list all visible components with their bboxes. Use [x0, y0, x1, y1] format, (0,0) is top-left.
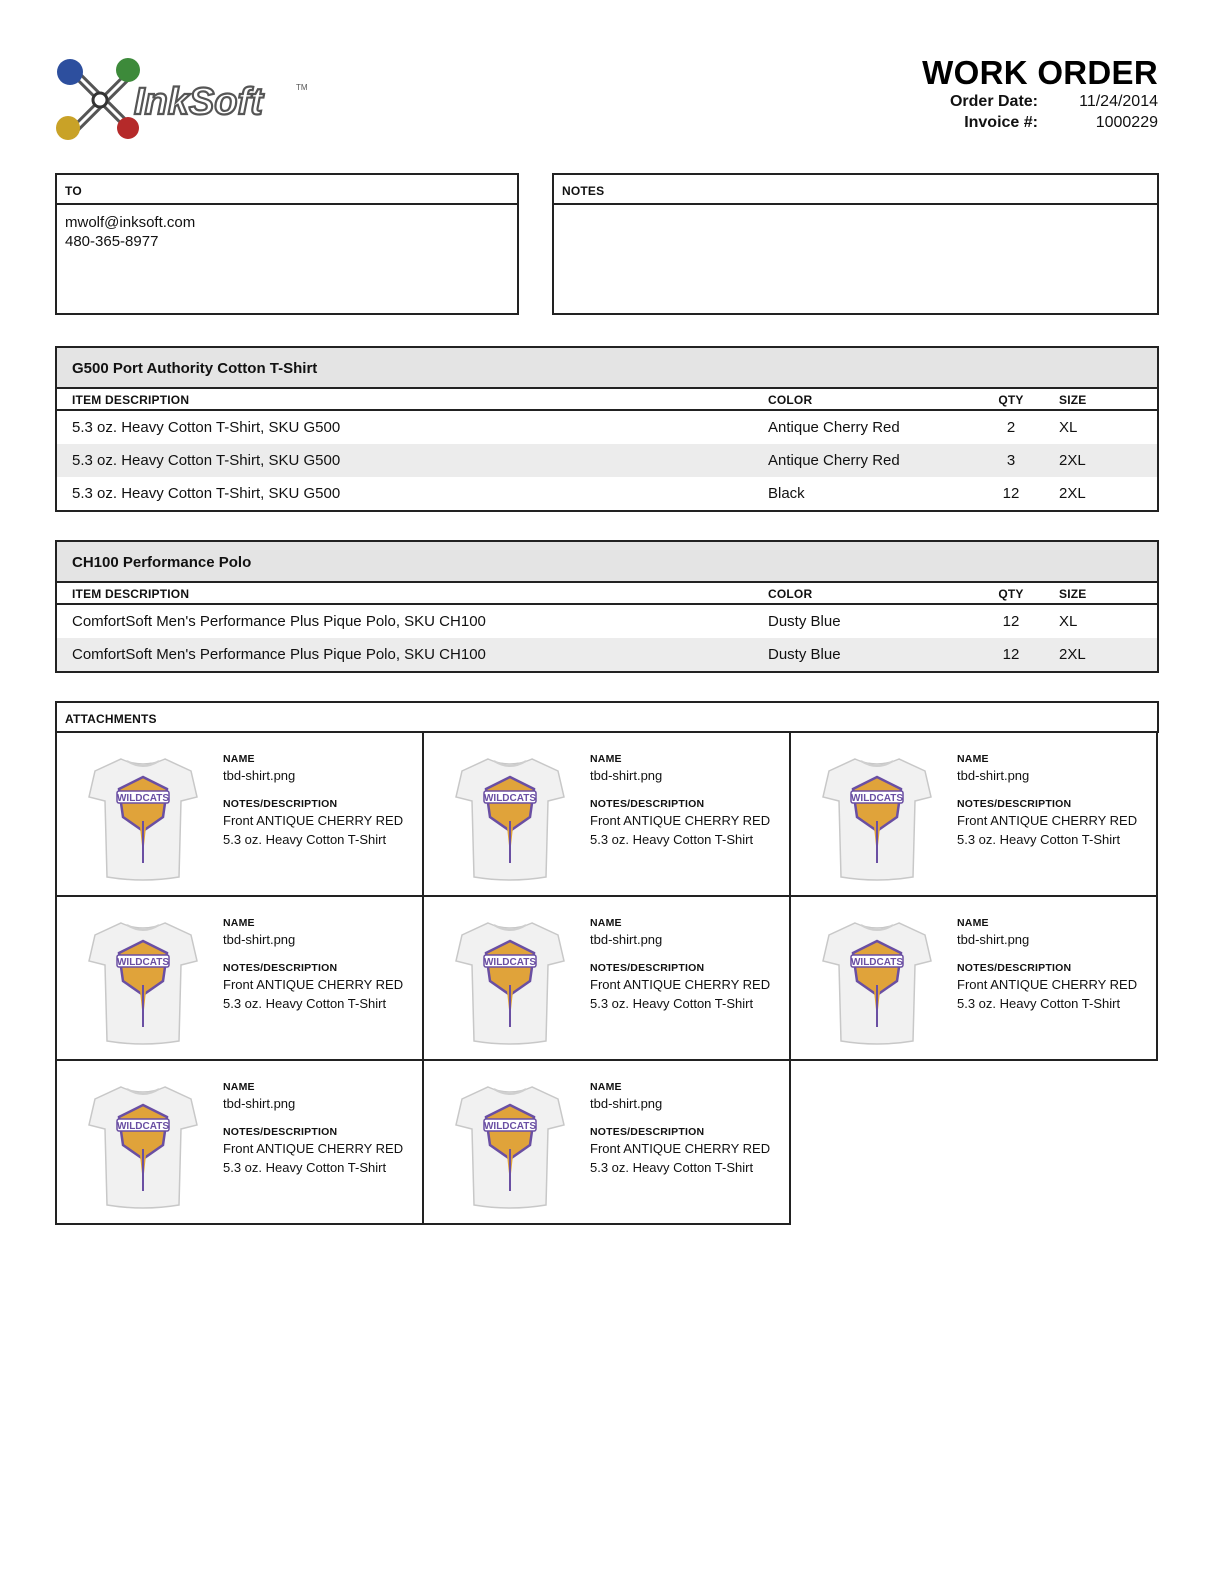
attachment-notes-label: NOTES/DESCRIPTION — [223, 798, 338, 810]
order-date-value: 11/24/2014 — [1079, 93, 1158, 110]
attachment-note-line: 5.3 oz. Heavy Cotton T-Shirt — [223, 1160, 387, 1175]
attachment-name-label: NAME — [957, 753, 989, 765]
tshirt-thumbnail[interactable] — [454, 915, 566, 1047]
order-date-label: Order Date: — [949, 93, 1038, 110]
attachment-filename: tbd-shirt.png — [957, 768, 1030, 783]
document-title: WORK ORDER — [922, 54, 1158, 91]
svg-text:WILDCATS: WILDCATS — [483, 793, 537, 804]
to-box — [55, 173, 519, 315]
attachment-note-line: Front ANTIQUE CHERRY RED — [957, 813, 1138, 828]
col-size: SIZE — [1059, 587, 1087, 601]
tshirt-thumbnail[interactable] — [87, 1079, 199, 1211]
row-description: ComfortSoft Men's Performance Plus Pique Polo, SKU CH100 — [72, 646, 486, 663]
notes-box — [552, 173, 1159, 315]
attachment-name-label: NAME — [223, 1081, 255, 1093]
attachment-card[interactable] — [55, 1059, 424, 1225]
row-description: ComfortSoft Men's Performance Plus Pique Polo, SKU CH100 — [72, 613, 486, 630]
product-table-ch100 — [55, 540, 1159, 673]
svg-text:WILDCATS: WILDCATS — [850, 793, 904, 804]
logo-wordmark: InkSoft — [134, 81, 263, 123]
attachments-section — [55, 701, 1159, 1226]
attachment-card[interactable] — [55, 895, 424, 1061]
row-qty: 12 — [1002, 646, 1020, 663]
inksoft-logo — [52, 52, 314, 148]
attachment-filename: tbd-shirt.png — [590, 1096, 663, 1111]
attachment-filename: tbd-shirt.png — [590, 932, 663, 947]
attachment-note-line: 5.3 oz. Heavy Cotton T-Shirt — [590, 832, 754, 847]
attachment-card[interactable] — [55, 731, 424, 897]
col-qty: QTY — [998, 393, 1024, 407]
row-size: XL — [1059, 419, 1078, 436]
table-header — [57, 583, 1157, 605]
invoice-label: Invoice #: — [964, 114, 1038, 131]
notes-label: NOTES — [554, 175, 1157, 205]
tshirt-thumbnail[interactable] — [454, 1079, 566, 1211]
row-description: 5.3 oz. Heavy Cotton T-Shirt, SKU G500 — [72, 419, 341, 436]
row-qty: 12 — [1002, 485, 1020, 502]
table-row — [57, 638, 1157, 671]
col-color: COLOR — [768, 393, 813, 407]
attachment-notes-label: NOTES/DESCRIPTION — [590, 962, 705, 974]
attachment-filename: tbd-shirt.png — [957, 932, 1030, 947]
tshirt-thumbnail[interactable] — [821, 751, 933, 883]
attachment-name-label: NAME — [957, 917, 989, 929]
row-color: Black — [768, 485, 805, 502]
table-header — [57, 389, 1157, 411]
table-row — [57, 411, 1157, 444]
attachment-name-label: NAME — [223, 753, 255, 765]
attachment-filename: tbd-shirt.png — [223, 1096, 296, 1111]
to-email: mwolf@inksoft.com — [65, 214, 196, 231]
attachment-note-line: 5.3 oz. Heavy Cotton T-Shirt — [223, 996, 387, 1011]
row-description: 5.3 oz. Heavy Cotton T-Shirt, SKU G500 — [72, 485, 341, 502]
svg-text:WILDCATS: WILDCATS — [116, 957, 170, 968]
col-size: SIZE — [1059, 393, 1087, 407]
tshirt-thumbnail[interactable] — [87, 915, 199, 1047]
tshirt-thumbnail[interactable] — [87, 751, 199, 883]
col-qty: QTY — [998, 587, 1024, 601]
row-size: 2XL — [1059, 646, 1086, 663]
attachment-note-line: 5.3 oz. Heavy Cotton T-Shirt — [590, 1160, 754, 1175]
attachment-note-line: Front ANTIQUE CHERRY RED — [590, 813, 771, 828]
attachment-card[interactable] — [422, 1059, 791, 1225]
row-color: Dusty Blue — [768, 613, 841, 630]
attachment-card[interactable] — [422, 731, 791, 897]
invoice-value: 1000229 — [1095, 114, 1158, 131]
row-color: Antique Cherry Red — [768, 452, 900, 469]
attachment-card[interactable] — [789, 731, 1158, 897]
row-size: 2XL — [1059, 452, 1086, 469]
svg-text:WILDCATS: WILDCATS — [116, 793, 170, 804]
attachment-name-label: NAME — [223, 917, 255, 929]
attachment-note-line: Front ANTIQUE CHERRY RED — [223, 813, 404, 828]
attachment-notes-label: NOTES/DESCRIPTION — [590, 798, 705, 810]
svg-text:WILDCATS: WILDCATS — [483, 1121, 537, 1132]
attachment-name-label: NAME — [590, 1081, 622, 1093]
attachment-notes-label: NOTES/DESCRIPTION — [957, 798, 1072, 810]
attachment-note-line: Front ANTIQUE CHERRY RED — [590, 1141, 771, 1156]
attachment-notes-label: NOTES/DESCRIPTION — [223, 962, 338, 974]
tshirt-thumbnail[interactable] — [821, 915, 933, 1047]
attachment-note-line: Front ANTIQUE CHERRY RED — [223, 977, 404, 992]
svg-text:WILDCATS: WILDCATS — [116, 1121, 170, 1132]
to-label: TO — [57, 175, 517, 205]
attachment-filename: tbd-shirt.png — [223, 932, 296, 947]
col-item-description: ITEM DESCRIPTION — [72, 393, 190, 407]
attachment-name-label: NAME — [590, 917, 622, 929]
row-description: 5.3 oz. Heavy Cotton T-Shirt, SKU G500 — [72, 452, 341, 469]
table-row — [57, 477, 1157, 510]
attachments-label: ATTACHMENTS — [55, 701, 1159, 733]
product-title: CH100 Performance Polo — [57, 542, 1157, 583]
row-qty: 3 — [1006, 452, 1016, 469]
row-qty: 12 — [1002, 613, 1020, 630]
tshirt-thumbnail[interactable] — [454, 751, 566, 883]
table-row — [57, 605, 1157, 638]
attachment-name-label: NAME — [590, 753, 622, 765]
to-phone: 480-365-8977 — [65, 233, 159, 250]
attachment-note-line: 5.3 oz. Heavy Cotton T-Shirt — [957, 832, 1121, 847]
attachment-card[interactable] — [422, 895, 791, 1061]
attachment-filename: tbd-shirt.png — [590, 768, 663, 783]
product-title: G500 Port Authority Cotton T-Shirt — [57, 348, 1157, 389]
attachment-note-line: 5.3 oz. Heavy Cotton T-Shirt — [223, 832, 387, 847]
notes-content — [554, 205, 1157, 213]
row-size: XL — [1059, 613, 1078, 630]
attachment-card[interactable] — [789, 895, 1158, 1061]
attachment-note-line: Front ANTIQUE CHERRY RED — [223, 1141, 404, 1156]
row-qty: 2 — [1006, 419, 1016, 436]
svg-text:WILDCATS: WILDCATS — [850, 957, 904, 968]
col-color: COLOR — [768, 587, 813, 601]
col-item-description: ITEM DESCRIPTION — [72, 587, 190, 601]
attachment-notes-label: NOTES/DESCRIPTION — [223, 1126, 338, 1138]
svg-text:WILDCATS: WILDCATS — [483, 957, 537, 968]
row-color: Antique Cherry Red — [768, 419, 900, 436]
order-meta — [918, 91, 1158, 133]
attachment-filename: tbd-shirt.png — [223, 768, 296, 783]
row-color: Dusty Blue — [768, 646, 841, 663]
attachment-note-line: Front ANTIQUE CHERRY RED — [957, 977, 1138, 992]
attachment-note-line: 5.3 oz. Heavy Cotton T-Shirt — [957, 996, 1121, 1011]
attachment-notes-label: NOTES/DESCRIPTION — [957, 962, 1072, 974]
attachment-notes-label: NOTES/DESCRIPTION — [590, 1126, 705, 1138]
product-table-g500 — [55, 346, 1159, 512]
attachment-note-line: 5.3 oz. Heavy Cotton T-Shirt — [590, 996, 754, 1011]
table-row — [57, 444, 1157, 477]
row-size: 2XL — [1059, 485, 1086, 502]
attachment-note-line: Front ANTIQUE CHERRY RED — [590, 977, 771, 992]
trademark-mark: TM — [296, 83, 308, 92]
